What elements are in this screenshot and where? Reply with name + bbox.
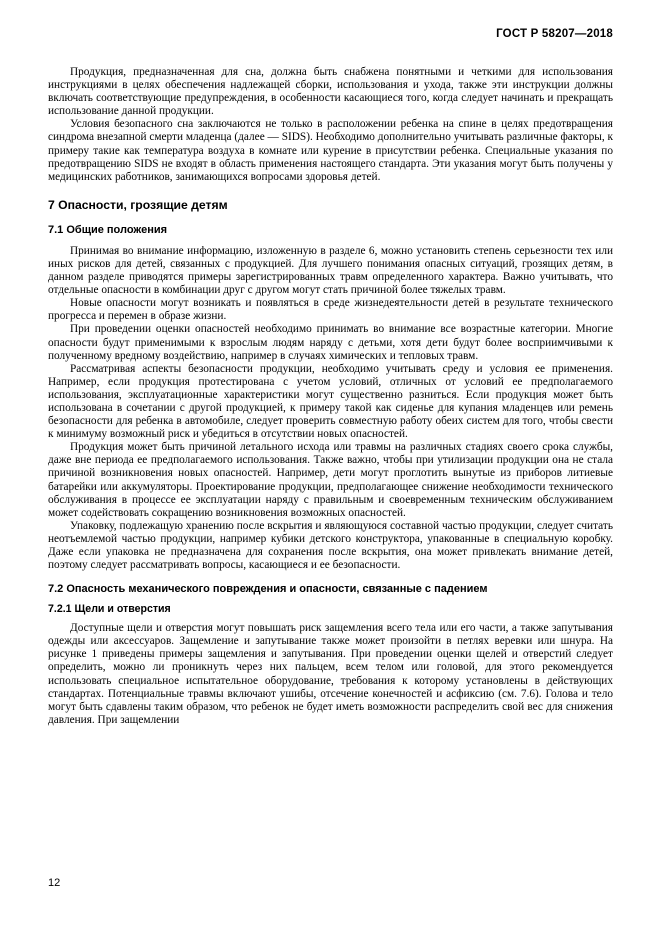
subsection-heading-7-2-1: 7.2.1 Щели и отверстия — [48, 603, 171, 616]
subsection-heading-7-1: 7.1 Общие положения — [48, 223, 168, 236]
paragraph: Условия безопасного сна заключаются не только в расположении ребенка на спине в целях предотвращения синдрома внезапной смерти младенца (далее — SIDS). Необходимо дополнительно учитывать различные факторы, к примеру такие как температура воздуха в комнате или курение в присутствии ребенка. Специальные указания по предотвращению SIDS не входят в область применения настоящего стандарта. Эти указания могут быть получены у медицинских работников, занимающихся вопросами здоровья детей. — [48, 118, 613, 183]
paragraph: Принимая во внимание информацию, изложенную в разделе 6, можно установить степень серьезности тех или иных рисков для детей, связанных с продукцией. Для лучшего понимания опасных ситуаций, грозящих детям, в данном разделе приводятся примеры зарегистрированных травм определенного характера. Важно учитывать, что отдельные опасности в комбинации друг с другом могут стать причиной более тяжелых травм. — [48, 244, 613, 297]
section-heading-7: 7 Опасности, грозящие детям — [48, 197, 228, 212]
paragraph: Упаковку, подлежащую хранению после вскрытия и являющуюся составной частью продукции, следует считать неотъемлемой частью продукции, например кубики детского конструктора, упакованные в специальную коробку. Даже если упаковка не предназначена для сохранения после вскрытия, она может привлекать внимание детей, поэтому следует рассматривать вопросы, касающиеся и ее безопасности. — [48, 519, 613, 572]
paragraph: Доступные щели и отверстия могут повышать риск защемления всего тела или его части, а также запутывания одежды или аксессуаров. Защемление и запутывание также может произойти в петлях веревки или шнура. На рисунке 1 приведены примеры защемления и запутывания. При проведении оценки щелей и отверстий следует определить, можно ли проникнуть через них пальцем, всем телом или головой, для этого рекомендуется использовать специальное испытательное оборудование, требования к которому установлены в действующих стандартах. Потенциальные травмы включают ушибы, отсечение конечностей и асфиксию (см. 7.6). Голова и тело могут быть сдавлены таким образом, что ребенок не будет иметь возможности распределить свой вес для снижения давления. При защемлении — [48, 622, 613, 726]
paragraph: Продукция может быть причиной летального исхода или травмы на различных стадиях своего срока службы, даже вне периода ее предполагаемого использования. Также важно, чтобы при утилизации продукции она не стала причиной возникновения новых опасностей. Например, дети могут проглотить вынутые из приборов литиевые батарейки или аккумуляторы. Проектирование продукции, предполагающее снижение необходимости технического обслуживания в процессе ее эксплуатации наряду с правильным и своевременным техническим обслуживанием может содействовать сокращению возникновения возможных опасностей. — [48, 441, 613, 519]
paragraph: Рассматривая аспекты безопасности продукции, необходимо учитывать среду и условия ее применения. Например, если продукция протестирована с учетом условий, отличных от условий ее предполагаемого использования, эксплуатационные характеристики могут существенно разниться. Если продукция может быть использована в сочетании с другой продукцией, к примеру такой как сиденье для купания младенцев или ремень безопасности для ребенка в автомобиле, следует проверить совместную работу обеих систем для того, чтобы свести к минимуму возможный риск и убедиться в отсутствии новых опасностей. — [48, 362, 613, 441]
page-number: 12 — [48, 877, 61, 889]
subsection-heading-7-2: 7.2 Опасность механического повреждения и опасности, связанные с падением — [48, 583, 488, 596]
page-header-title: ГОСТ Р 58207—2018 — [496, 28, 613, 40]
document-body — [48, 66, 613, 727]
paragraph: При проведении оценки опасностей необходимо принимать во внимание все возрастные категории. Многие опасности будут применимыми к взрослым людям наряду с детьми, хотя дети будут более восприимчивыми к полученному вредному воздействию, например в случаях химических и тепловых травм. — [48, 323, 613, 362]
paragraph: Продукция, предназначенная для сна, должна быть снабжена понятными и четкими для использования инструкциями в целях обеспечения надлежащей сборки, использования и ухода, также эти инструкции должны включать соответствующие предупреждения, в особенности касающиеся того, когда следует начинать и прекращать использование данной продукции. — [48, 66, 613, 118]
paragraph: Новые опасности могут возникать и появляться в среде жизнедеятельности детей в результате технического прогресса и перемен в образе жизни. — [48, 297, 613, 323]
